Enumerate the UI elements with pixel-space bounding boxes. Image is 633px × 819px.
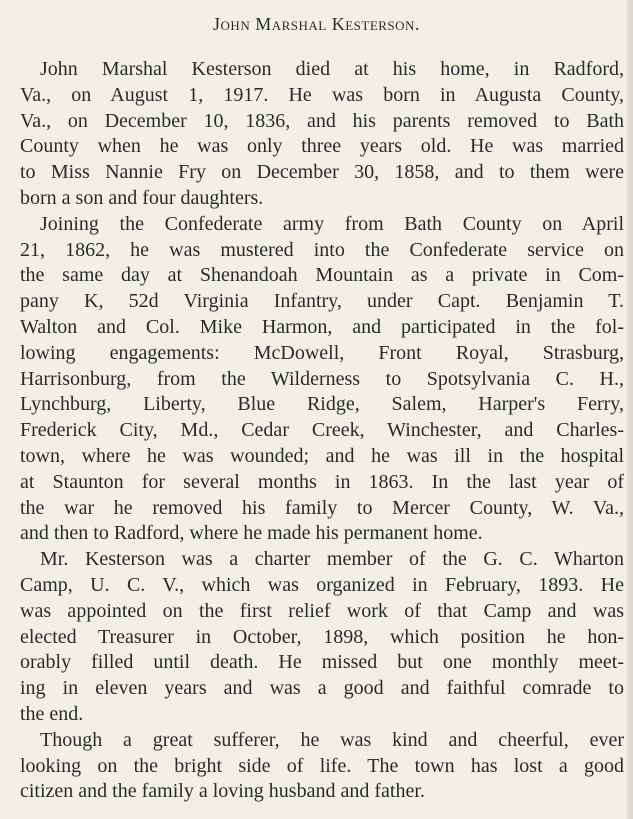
text-line: elected Treasurer in October, 1898, which position he hon- (20, 625, 624, 648)
text-line: pany K, 52d Virginia Infantry, under Capt. Benjamin T. (20, 290, 624, 313)
text-line: Though a great sufferer, he was kind and cheerful, ever (40, 728, 624, 751)
text-line: at Staunton for several months in 1863. In the last year of (20, 470, 624, 493)
paragraph (20, 728, 624, 805)
text-line: born a son and four daughters. (20, 186, 264, 209)
text-line: County when he was only three years old. He was married (20, 135, 624, 158)
text-line: Va., on December 10, 1836, and his parents removed to Bath (20, 109, 624, 132)
text-line: the end. (20, 702, 84, 725)
page-edge-shadow (627, 0, 633, 819)
text-line: the war he removed his family to Mercer County, W. Va., (20, 496, 624, 519)
page-title: John Marshal Kesterson. (213, 14, 420, 34)
paragraph (20, 547, 624, 728)
paragraph (20, 212, 624, 547)
text-line: lowing engagements: McDowell, Front Royal, Strasburg, (20, 341, 624, 364)
text-line: John Marshal Kesterson died at his home, in Radford, (40, 58, 624, 80)
text-line: Harrisonburg, from the Wilderness to Spotsylvania C. H., (20, 367, 624, 390)
text-line: Joining the Confederate army from Bath County on April (40, 212, 624, 235)
text-line: town, where he was wounded; and he was ill in the hospital (20, 444, 624, 467)
text-line: citizen and the family a loving husband and father. (20, 780, 425, 803)
text-line: and then to Radford, where he made his permanent home. (20, 522, 483, 545)
text-line: Frederick City, Md., Cedar Creek, Winchester, and Charles- (20, 419, 624, 442)
text-line: looking on the bright side of life. The town has lost a good (20, 754, 624, 777)
text-line: ing in eleven years and was a good and faithful comrade to (20, 677, 624, 700)
text-line: Mr. Kesterson was a charter member of the G. C. Wharton (40, 548, 624, 571)
text-line: Camp, U. C. V., which was organized in February, 1893. He (20, 573, 624, 596)
text-line: 21, 1862, he was mustered into the Confederate service on (20, 238, 624, 261)
paragraph (20, 57, 624, 212)
article-body (20, 57, 624, 805)
text-line: Va., on August 1, 1917. He was born in Augusta County, (20, 83, 624, 106)
text-line: orably filled until death. He missed but one monthly meet- (20, 651, 624, 674)
text-line: was appointed on the first relief work of that Camp and was (20, 599, 624, 622)
text-line: to Miss Nannie Fry on December 30, 1858, and to them were (20, 161, 624, 184)
text-line: the same day at Shenandoah Mountain as a private in Com- (20, 264, 624, 287)
text-line: Walton and Col. Mike Harmon, and participated in the fol- (20, 315, 624, 338)
text-line: Lynchburg, Liberty, Blue Ridge, Salem, Harper's Ferry, (20, 393, 624, 416)
